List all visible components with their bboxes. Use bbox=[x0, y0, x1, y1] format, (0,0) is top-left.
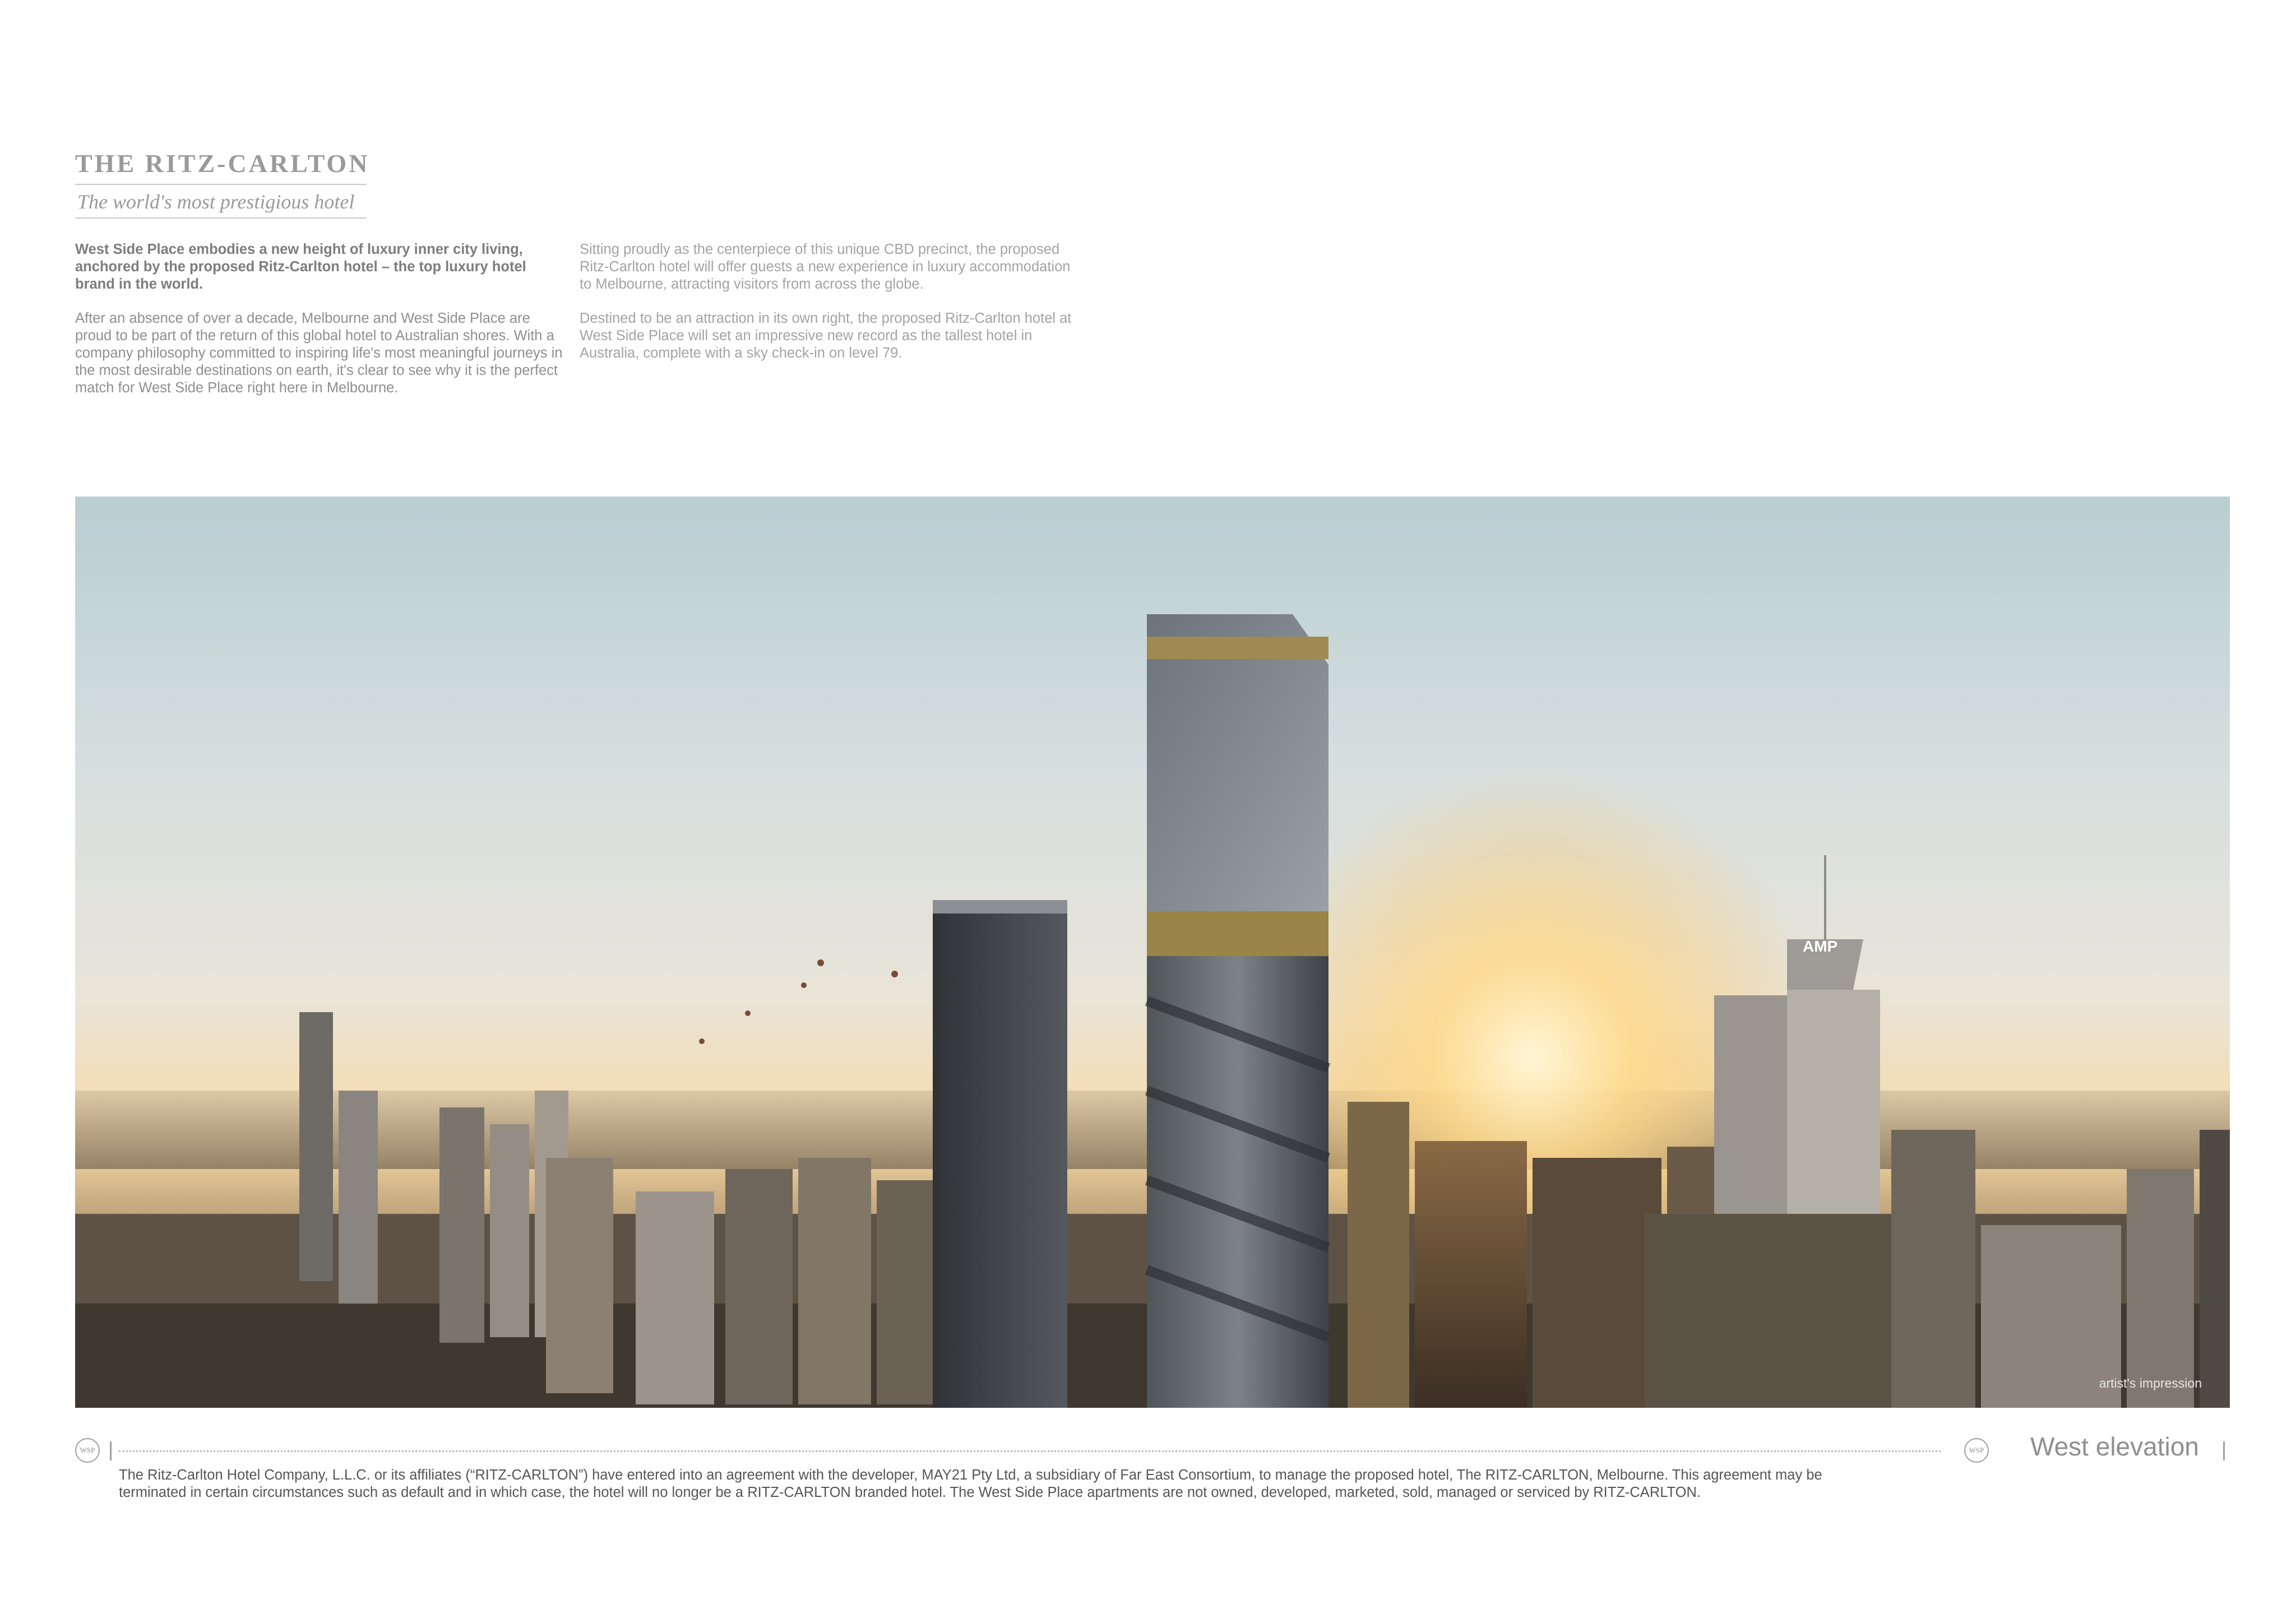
footer-divider-left bbox=[110, 1441, 112, 1460]
logo-rule-bottom bbox=[75, 217, 367, 219]
footer-divider-right bbox=[2223, 1441, 2225, 1460]
dark-tower-left bbox=[933, 900, 1067, 1408]
wsp-badge-right: WSP bbox=[1964, 1438, 1989, 1463]
intro-right-paragraph-2: Destined to be an attraction in its own right, the proposed Ritz-Carlton hotel at West Side Place will set an impressive new record as the tallest hotel in Australia, complete with a sky check-in on level 79. bbox=[580, 310, 1072, 361]
ritz-carlton-tower bbox=[1147, 614, 1328, 1408]
intro-lead: West Side Place embodies a new height of luxury inner city living, anchored by the proposed Ritz-Carlton hotel – the top luxury hotel brand in the world. bbox=[75, 242, 526, 292]
footer-dotted-rule bbox=[119, 1450, 1941, 1452]
hot-air-balloons bbox=[699, 959, 898, 1044]
hero-skyline-image bbox=[75, 497, 2230, 1408]
ritz-carlton-logo bbox=[75, 147, 370, 219]
wsp-badge-left: WSP bbox=[75, 1438, 100, 1463]
intro-column-left bbox=[75, 241, 568, 414]
intro-right-paragraph-1: Sitting proudly as the centerpiece of this unique CBD precinct, the proposed Ritz-Carlton hotel will offer guests a new experience in luxury accommodation to Melbourne, attracting visitors from across the globe. bbox=[580, 242, 1071, 292]
amp-sign: AMP bbox=[1803, 938, 1838, 955]
logo-tagline: The world's most prestigious hotel bbox=[77, 191, 355, 213]
disclaimer-text: The Ritz-Carlton Hotel Company, L.L.C. or its affiliates (“RITZ-CARLTON”) have entered into an agreement with the developer, MAY21 Pty Ltd, a subsidiary of Far East Consortium, to manage the proposed hotel, The RITZ-CARLTON, Melbourne. This agreement may be terminated in certain circumstances such as default and in which case, the hotel will no longer be a RITZ-CARLTON branded hotel. The West Side Place apartments are not owned, developed, marketed, sold, managed or serviced by RITZ-CARLTON. bbox=[119, 1467, 1822, 1500]
logo-title: THE RITZ-CARLTON bbox=[75, 149, 370, 178]
intro-column-right bbox=[580, 241, 1073, 379]
intro-body: After an absence of over a decade, Melbourne and West Side Place are proud to be part of the return of this global hotel to Australian shores. With a company philosophy committed to inspiring life's most meaningful journeys in the most desirable destinations on earth, it's clear to see why it is the perfect match for West Side Place right here in Melbourne. bbox=[75, 310, 563, 396]
section-label: West elevation bbox=[2030, 1432, 2199, 1461]
logo-rule-top bbox=[75, 184, 367, 185]
skyline-illustration bbox=[75, 497, 2230, 1408]
artists-impression-caption: artist's impression bbox=[2099, 1376, 2202, 1390]
